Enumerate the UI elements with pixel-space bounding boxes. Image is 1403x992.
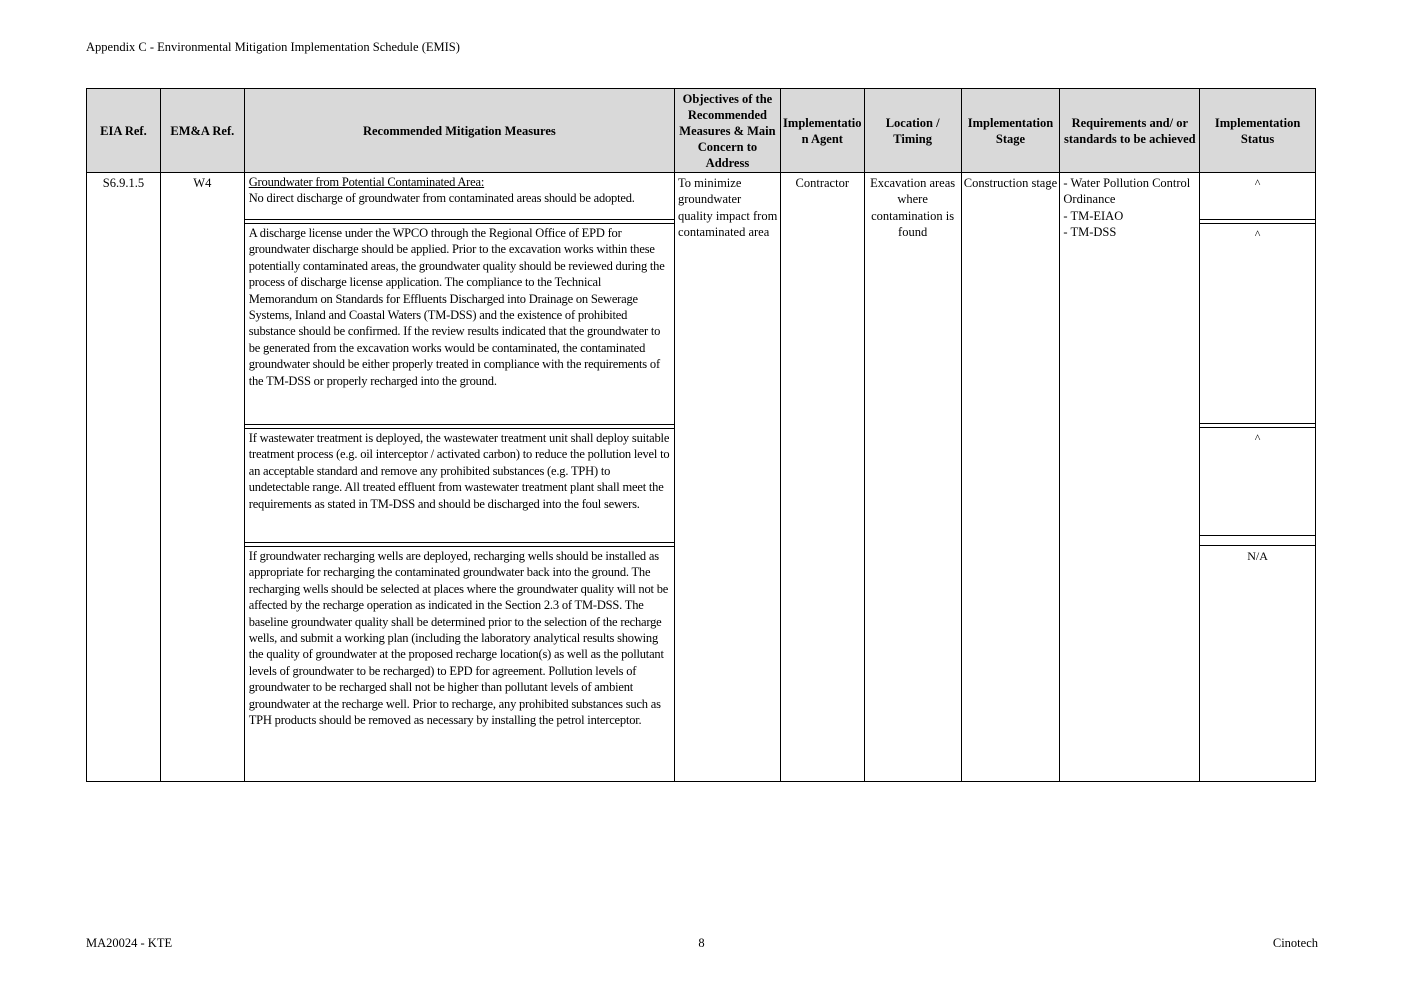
requirement-item-1: - Water Pollution Control Ordinance [1063, 176, 1191, 207]
header-ema-ref: EM&A Ref. [161, 89, 245, 172]
measure-text-3: If wastewater treatment is deployed, the wastewater treatment unit shall deploy suitable treatment process (e.g. oil interceptor / activated carbon) to reduce the pollution level to an acceptable standard and remove any prohibited substances (e.g. TPH) to undetectable range. All treated effluent from wastewater treatment plant shall meet the requirements as stated in TM-DSS and should be discharged into the foul sewers. [248, 431, 670, 511]
requirement-item-3: - TM-DSS [1063, 225, 1117, 240]
emis-table [86, 88, 1316, 782]
measure-text-2: A discharge license under the WPCO through the Regional Office of EPD for groundwater discharge should be applied. Prior to the excavation works within these potentially contaminated areas, the groundwater quality should be reviewed during the process of discharge license application. The compliance to the Technical Memorandum on Standards for Effluents Discharged into Drainage on Sewerage Systems, Inland and Coastal Waters (TM-DSS) and the existence of prohibited substance should be confirmed. If the review results indicated that the groundwater to be generated from the excavation works would be contaminated, the contaminated groundwater should be either properly treated in compliance with the requirements of the TM-DSS or properly recharged into the ground. [248, 226, 665, 388]
header-eia-ref: EIA Ref. [87, 89, 161, 172]
status-box-1: ^ [1200, 173, 1315, 220]
cell-implementation-agent: Contractor [781, 173, 865, 781]
footer-page-number: 8 [698, 936, 705, 950]
header-mitigation-measures: Recommended Mitigation Measures [245, 89, 675, 172]
footer-project-code: MA20024 - KTE [86, 936, 173, 950]
measure-heading: Groundwater from Potential Contaminated Area: [248, 175, 485, 189]
table-header-row [87, 89, 1315, 173]
header-implementation-stage: Implementation Stage [962, 89, 1061, 172]
header-implementation-status: Implementation Status [1214, 115, 1301, 146]
status-box-4: N/A [1200, 545, 1315, 781]
header-requirements: Requirements and/ or standards to be achieved [1060, 89, 1200, 172]
cell-objectives: To minimize groundwater quality impact from contaminated area [675, 173, 781, 781]
measure-box-2 [245, 223, 674, 425]
measure-box-4 [245, 546, 674, 781]
header-objectives: Objectives of the Recommended Measures & Main Concern to Address [675, 89, 781, 172]
status-box-2: ^ [1200, 223, 1315, 424]
cell-mitigation-measures [245, 173, 675, 781]
cell-requirements [1060, 173, 1200, 781]
measure-box-3 [245, 428, 674, 543]
cell-implementation-status [1200, 173, 1315, 781]
measure-text-4: If groundwater recharging wells are deployed, recharging wells should be installed as appropriate for recharging the contaminated groundwater back into the ground. The recharging wells should be selected at places where the groundwater quality will not be affected by the recharge operation as indicated in the Section 2.3 of TM-DSS. The baseline groundwater quality shall be determined prior to the selection of the recharge wells, and submit a working plan (including the laboratory analytical results showing the quality of groundwater at the proposed recharge location(s) as well as the pollutant levels of groundwater to be recharged) to EPD for agreement. Pollution levels of groundwater to be recharged shall not be higher than pollutant levels of ambient groundwater at the recharge well. Prior to recharge, any prohibited substances such as TPH products should be removed as necessary by installing the petrol interceptor. [248, 549, 669, 728]
footer-company-name: Cinotech [1272, 936, 1318, 950]
measure-box-1 [245, 173, 674, 220]
cell-implementation-stage: Construction stage [962, 173, 1061, 781]
cell-location-timing: Excavation areas where contamination is found [865, 173, 962, 781]
requirement-item-2: - TM-EIAO [1063, 208, 1124, 223]
status-box-3: ^ [1200, 427, 1315, 536]
cell-eia-ref: S6.9.1.5 [87, 173, 161, 781]
header-implementation-agent: Implementation Agent [781, 89, 865, 172]
appendix-title: Appendix C - Environmental Mitigation Implementation Schedule (EMIS) [86, 40, 460, 54]
table-body-row [87, 173, 1315, 781]
header-location-timing: Location / Timing [865, 89, 962, 172]
measure-text-1: No direct discharge of groundwater from contaminated areas should be adopted. [248, 191, 635, 206]
cell-ema-ref: W4 [161, 173, 245, 781]
